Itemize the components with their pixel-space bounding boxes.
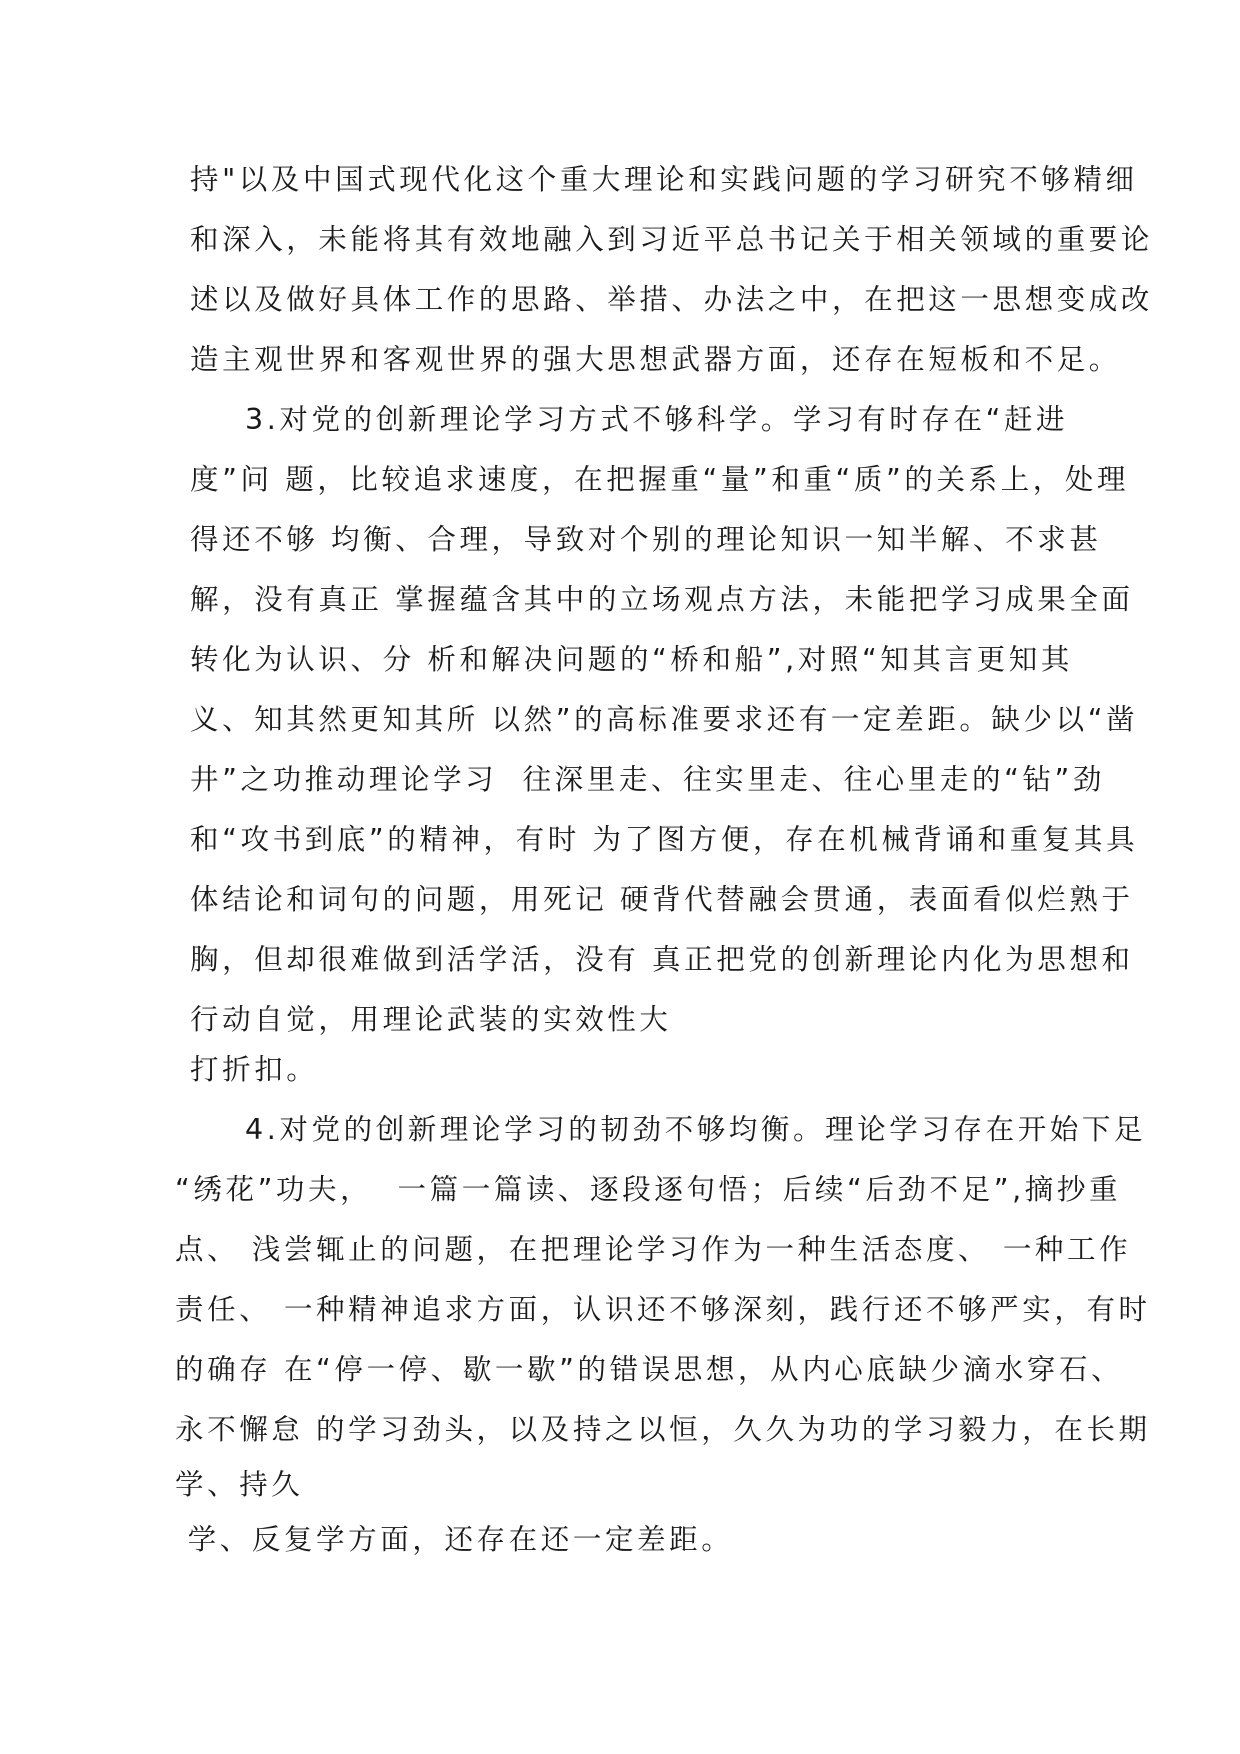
text-line: 点、 浅尝辄止的问题，在把理论学习作为一种生活态度、 一种工作 [175, 1233, 1132, 1266]
text-line: 和深入，未能将其有效地融入到习近平总书记关于相关领域的重要论 [190, 223, 1154, 256]
text-line: 义、知其然更知其所 以然”的高标准要求还有一定差距。缺少以“凿 [190, 703, 1139, 736]
text-line: 度”问 题，比较追求速度，在把握重“量”和重“质”的关系上，处理 [190, 463, 1130, 496]
text-line: 行动自觉，用理论武装的实效性大 [190, 1003, 672, 1036]
text-line: 造主观世界和客观世界的强大思想武器方面，还存在短板和不足。 [190, 343, 1121, 376]
text-line: 解，没有真正 掌握蕴含其中的立场观点方法，未能把学习成果全面 [190, 583, 1134, 616]
text-line: 胸，但却很难做到活学活，没有 真正把党的创新理论内化为思想和 [190, 943, 1134, 976]
text-line: 和“攻书到底”的精神，有时 为了图方便，存在机械背诵和重复其具 [190, 823, 1139, 856]
text-line: 学、反复学方面，还存在还一定差距。 [175, 1523, 734, 1556]
text-line: 的确存 在“停一停、歇一歇”的错误思想，从内心底缺少滴水穿石、 [175, 1353, 1124, 1386]
text-line: 转化为认识、分 析和解决问题的“桥和船”,对照“知其言更知其 [190, 643, 1073, 676]
text-line: 学、持久 [175, 1468, 304, 1501]
text-line: 得还不够 均衡、合理，导致对个别的理论知识一知半解、不求甚 [190, 523, 1102, 556]
text-line: 4.对党的创新理论学习的韧劲不够均衡。理论学习存在开始下足 [245, 1113, 1147, 1146]
text-line: “绣花”功夫， 一篇一篇读、逐段逐句悟；后续“后劲不足”,摘抄重 [175, 1173, 1122, 1206]
text-line: 永不懈怠 的学习劲头，以及持之以恒，久久为功的学习毅力，在长期 [175, 1413, 1151, 1446]
text-line: 体结论和词句的问题，用死记 硬背代替融会贯通，表面看似烂熟于 [190, 883, 1134, 916]
text-line: 持"以及中国式现代化这个重大理论和实践问题的学习研究不够精细 [190, 163, 1138, 196]
text-line: 井”之功推动理论学习 往深里走、往实里走、往心里走的“钻”劲 [190, 763, 1106, 796]
text-line: 述以及做好具体工作的思路、举措、办法之中，在把这一思想变成改 [190, 283, 1154, 316]
text-line: 3.对党的创新理论学习方式不够科学。学习有时存在“赶进 [245, 403, 1069, 436]
text-line: 责任、 一种精神追求方面，认识还不够深刻，践行还不够严实，有时 [175, 1293, 1151, 1326]
text-line: 打折扣。 [190, 1053, 319, 1086]
